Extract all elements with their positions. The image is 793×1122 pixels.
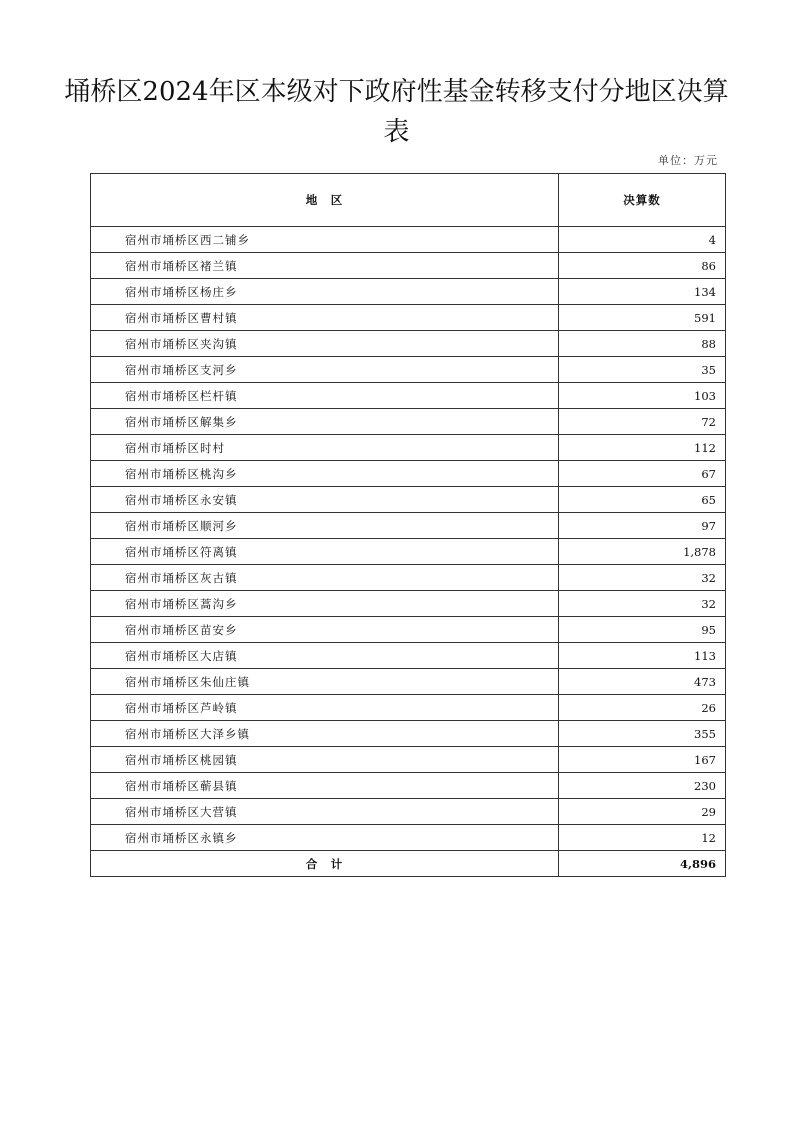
region-cell: 宿州市埇桥区大泽乡镇 [91, 721, 559, 747]
region-cell: 宿州市埇桥区桃沟乡 [91, 461, 559, 487]
table-header-row [91, 174, 726, 227]
region-cell: 宿州市埇桥区朱仙庄镇 [91, 669, 559, 695]
header-region: 地 区 [91, 174, 559, 227]
amount-cell: 32 [559, 565, 726, 591]
amount-cell: 35 [559, 357, 726, 383]
table-row [91, 825, 726, 851]
table-row [91, 773, 726, 799]
table-row [91, 305, 726, 331]
table-row [91, 435, 726, 461]
region-cell: 宿州市埇桥区灰古镇 [91, 565, 559, 591]
unit-label: 单位：万元 [658, 154, 718, 167]
table-row [91, 331, 726, 357]
table-row [91, 227, 726, 253]
amount-cell: 26 [559, 695, 726, 721]
header-amount: 决算数 [559, 174, 726, 227]
amount-cell: 1,878 [559, 539, 726, 565]
amount-cell: 112 [559, 435, 726, 461]
table-row [91, 383, 726, 409]
amount-cell: 95 [559, 617, 726, 643]
table-row [91, 409, 726, 435]
amount-cell: 32 [559, 591, 726, 617]
region-cell: 宿州市埇桥区永镇乡 [91, 825, 559, 851]
table-row [91, 669, 726, 695]
budget-table [90, 173, 726, 877]
region-cell: 宿州市埇桥区支河乡 [91, 357, 559, 383]
table-row [91, 513, 726, 539]
amount-cell: 65 [559, 487, 726, 513]
amount-cell: 86 [559, 253, 726, 279]
amount-cell: 167 [559, 747, 726, 773]
table-row [91, 721, 726, 747]
region-cell: 宿州市埇桥区大店镇 [91, 643, 559, 669]
table-row [91, 799, 726, 825]
amount-cell: 12 [559, 825, 726, 851]
table-body [91, 227, 726, 877]
total-row [91, 851, 726, 877]
amount-cell: 473 [559, 669, 726, 695]
table-row [91, 253, 726, 279]
region-cell: 宿州市埇桥区解集乡 [91, 409, 559, 435]
amount-cell: 103 [559, 383, 726, 409]
region-cell: 宿州市埇桥区蕲县镇 [91, 773, 559, 799]
amount-cell: 134 [559, 279, 726, 305]
amount-cell: 72 [559, 409, 726, 435]
amount-cell: 113 [559, 643, 726, 669]
region-cell: 宿州市埇桥区曹村镇 [91, 305, 559, 331]
amount-cell: 29 [559, 799, 726, 825]
region-cell: 宿州市埇桥区桃园镇 [91, 747, 559, 773]
total-label: 合 计 [91, 851, 559, 877]
total-amount: 4,896 [559, 851, 726, 877]
table-row [91, 565, 726, 591]
region-cell: 宿州市埇桥区夹沟镇 [91, 331, 559, 357]
region-cell: 宿州市埇桥区栏杆镇 [91, 383, 559, 409]
table-row [91, 539, 726, 565]
table-row [91, 747, 726, 773]
region-cell: 宿州市埇桥区西二铺乡 [91, 227, 559, 253]
table-row [91, 487, 726, 513]
region-cell: 宿州市埇桥区杨庄乡 [91, 279, 559, 305]
table-row [91, 461, 726, 487]
table-row [91, 695, 726, 721]
amount-cell: 97 [559, 513, 726, 539]
amount-cell: 591 [559, 305, 726, 331]
amount-cell: 355 [559, 721, 726, 747]
region-cell: 宿州市埇桥区永安镇 [91, 487, 559, 513]
amount-cell: 230 [559, 773, 726, 799]
region-cell: 宿州市埇桥区大营镇 [91, 799, 559, 825]
table-row [91, 357, 726, 383]
region-cell: 宿州市埇桥区符离镇 [91, 539, 559, 565]
region-cell: 宿州市埇桥区顺河乡 [91, 513, 559, 539]
table-row [91, 617, 726, 643]
region-cell: 宿州市埇桥区苗安乡 [91, 617, 559, 643]
region-cell: 宿州市埇桥区蒿沟乡 [91, 591, 559, 617]
amount-cell: 67 [559, 461, 726, 487]
page-title: 埇桥区2024年区本级对下政府性基金转移支付分地区决算表 [64, 77, 729, 147]
amount-cell: 4 [559, 227, 726, 253]
table-row [91, 591, 726, 617]
region-cell: 宿州市埇桥区褚兰镇 [91, 253, 559, 279]
region-cell: 宿州市埇桥区时村 [91, 435, 559, 461]
amount-cell: 88 [559, 331, 726, 357]
table-row [91, 279, 726, 305]
table-row [91, 643, 726, 669]
region-cell: 宿州市埇桥区芦岭镇 [91, 695, 559, 721]
